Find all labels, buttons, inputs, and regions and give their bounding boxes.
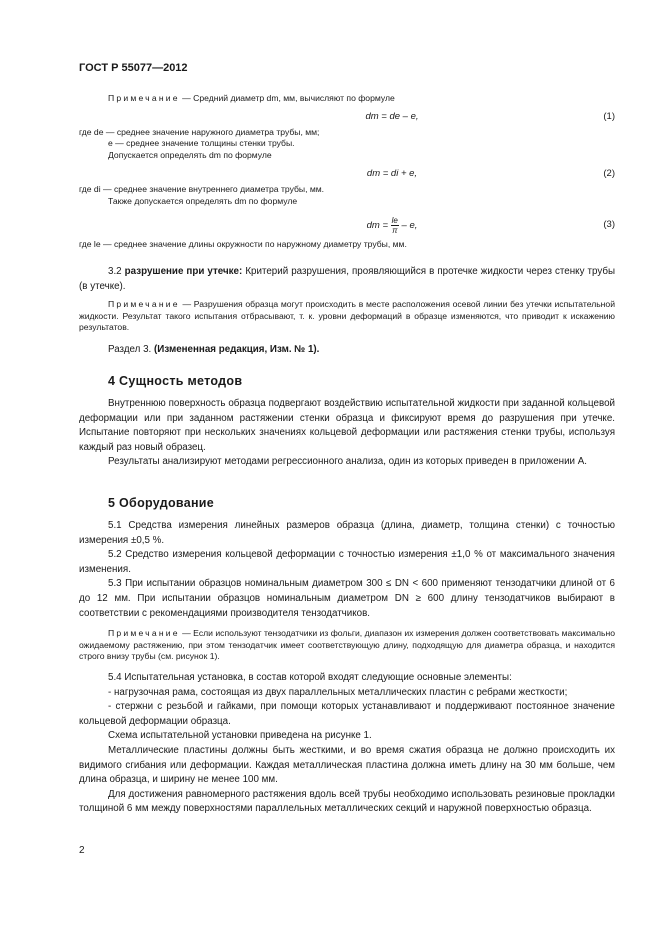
clause-5-2: 5.2 Средство измерения кольцевой деформации с точностью измерения ±1,0 % от максимального значения изменения. [79, 549, 615, 575]
formula-number-3: (3) [603, 219, 615, 231]
formula-row-2 [79, 168, 615, 184]
note-label: Примечание [108, 299, 180, 309]
formula-2: dm = di + e, [366, 167, 418, 179]
formula-3 [79, 216, 615, 235]
page-number: 2 [79, 845, 85, 856]
plates-paragraph: Металлические пластины должны быть жесткими, и во время сжатия образца не должно происходить их видимого сгибания или деформации. Каждая металлическая пластина должна иметь длину на 30 мм больше, чем длина образца, и ширину не менее 100 мм. [79, 744, 615, 786]
where-line-4: где le — среднее значение длины окружности по наружному диаметру трубы, мм. [79, 239, 407, 250]
formula-row-1 [79, 111, 615, 127]
note-formulas [79, 93, 615, 251]
note-label: Примечание [108, 628, 180, 638]
formula-3-right: – e, [401, 220, 418, 232]
gaskets-paragraph: Для достижения равномерного растяжения вдоль всей трубы необходимо использовать резиновые прокладки толщиной 6 мм между поверхностями параллельных металлических секций и наружной поверхностью образца. [79, 788, 615, 815]
section-4-paragraph-1: Внутреннюю поверхность образца подвергают воздействию испытательной жидкости при заданной кольцевой деформации или при заданном растяжении стенки образца и фиксируют время до разрушения при утечке. Испытание повторяют при нескольких значениях кольцевой деформации или растяжения стенки трубы, используя каждый раз новый образец. [79, 398, 615, 453]
section-3-change-note [79, 343, 615, 358]
change-prefix: Раздел 3. [108, 344, 152, 355]
where-line-2: e — среднее значение толщины стенки трубы. [108, 138, 295, 149]
formula-number-1: (1) [603, 110, 615, 122]
note-failure [79, 299, 615, 334]
formula-1: dm = de – e, [365, 110, 419, 122]
section-4-paragraph-2: Результаты анализируют методами регрессионного анализа, один из которых приведен в приложении А. [108, 456, 587, 468]
formula-row-3 [79, 213, 615, 239]
note-label: Примечание [108, 93, 180, 103]
clause-5-3: 5.3 При испытании образцов номинальным диаметром 300 ≤ DN < 600 применяют тензодатчики длиной от 6 до 12 мм. При испытании образцов номинальным диаметром DN ≥ 600 длину тензодатчиков выбирают в соответствии с рекомендациями производителя тензодатчиков. [79, 578, 615, 619]
section-5-body-1 [79, 519, 615, 621]
where-line-1: где de — среднее значение наружного диаметра трубы, мм; [79, 126, 320, 137]
note-strain-gauges [79, 628, 615, 663]
formula-3-numerator: le [391, 216, 398, 226]
formula-3-denominator: π [392, 226, 398, 236]
definition-3-2 [79, 265, 615, 294]
definition-text: Критерий разрушения, проявляющийся в протечке жидкости через стенку трубы (в утечке). [79, 266, 615, 292]
formula-number-2: (2) [603, 167, 615, 179]
where-line-3: где di — среднее значение внутреннего диаметра трубы, мм. [79, 183, 325, 194]
change-text: (Измененная редакция, Изм. № 1). [154, 344, 320, 355]
clause-5-1: 5.1 Средства измерения линейных размеров образца (длина, диаметр, толщина стенки) с точностью измерения ±0,5 %. [79, 520, 615, 546]
list-item-frame: - нагрузочная рама, состоящая из двух параллельных металлических пластин с ребрами жесткости; [108, 686, 568, 698]
allow-line-2: Также допускается определять dm по формуле [108, 195, 298, 206]
section-5-title: 5 Оборудование [108, 496, 215, 510]
section-4-body [79, 397, 615, 470]
allow-line-1: Допускается определять dm по формуле [108, 150, 272, 161]
note-text: — Средний диаметр dm, мм, вычисляют по формуле [182, 93, 395, 103]
note-text: — Если используют тензодатчики из фольги, диапазон их измерения должен соответствовать максимально ожидаемому растяжению, при этом тензодатчик имеет соответствующую длину, подходящую для диаметра образца, и находится строго внизу трубы (см. рисунок 1). [79, 628, 615, 662]
section-4-title: 4 Сущность методов [108, 374, 243, 388]
list-item-rods: - стержни с резьбой и гайками, при помощи которых устанавливают и поддерживают постоянное значение кольцевой деформации образца. [79, 701, 615, 727]
note-text: — Разрушения образца могут происходить в месте расположения осевой линии без утечки испытательной жидкости. Результат такого испытания отбрасывают, т. к. уровни деформаций в образце изменяются, что приводит к искажению результатов. [79, 299, 616, 333]
scheme-reference: Схема испытательной установки приведена на рисунке 1. [108, 730, 372, 742]
definition-number: 3.2 [108, 266, 122, 277]
standard-header: ГОСТ Р 55077—2012 [79, 62, 188, 74]
formula-3-left: dm = [366, 220, 388, 232]
section-5-body-2 [79, 671, 615, 817]
definition-term: разрушение при утечке: [124, 266, 243, 277]
formula-3-fraction [391, 216, 399, 235]
clause-5-4: 5.4 Испытательная установка, в состав которой входят следующие основные элементы: [108, 672, 512, 683]
